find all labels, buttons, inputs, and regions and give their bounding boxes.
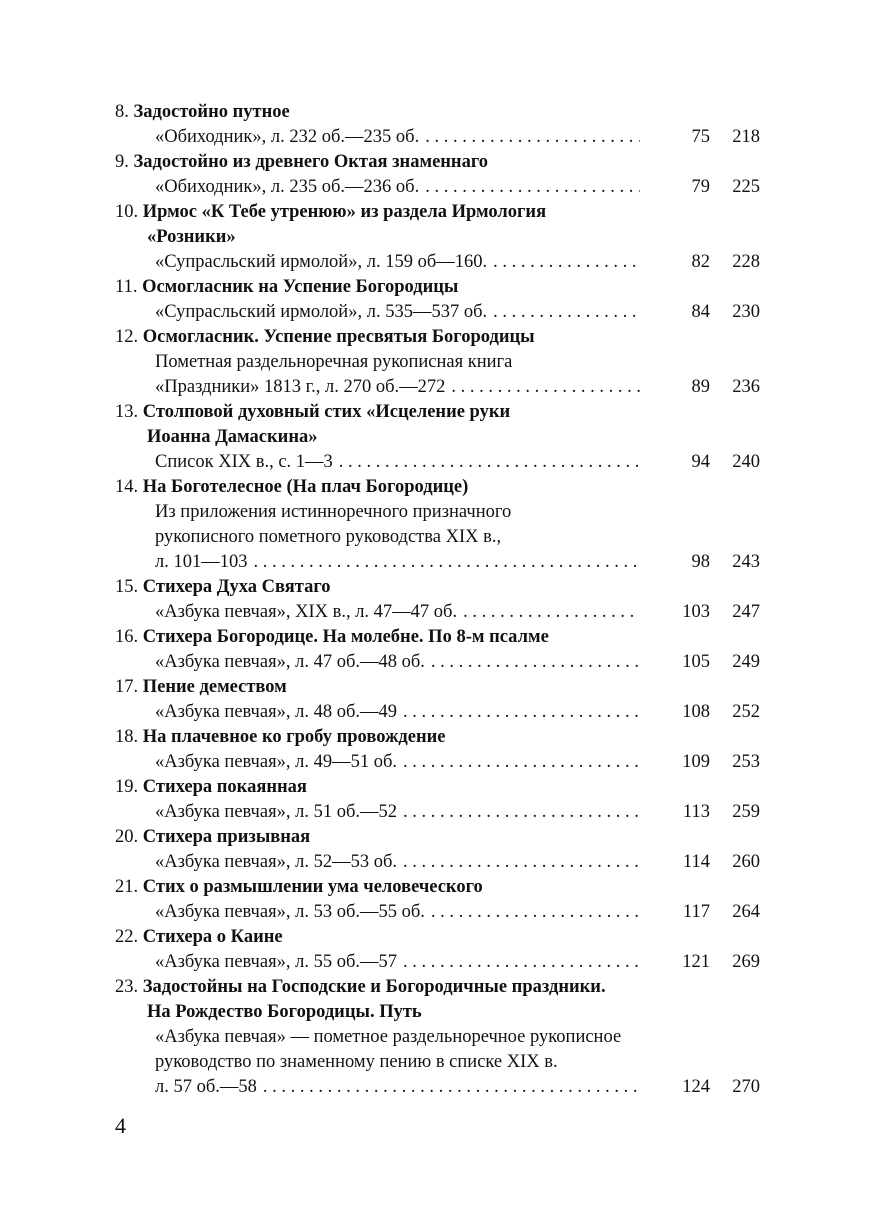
toc-entry-page-notes: 225 xyxy=(732,177,760,197)
toc-entry-title: Столповой духовный стих «Исцеление руки xyxy=(142,402,511,422)
toc-entry xyxy=(115,825,760,875)
toc-entry-title: На плачевное ко гробу провождение xyxy=(142,727,446,747)
toc-entry-source-line xyxy=(115,600,760,625)
toc-entry-page-text: 109 xyxy=(682,752,710,772)
toc-entry-description: рукописного пометного руководства XIX в., xyxy=(155,527,502,547)
toc-entry-source: «Азбука певчая», л. 51 об.—52 xyxy=(155,800,403,825)
toc-entry-title-line xyxy=(115,225,760,250)
dot-leader xyxy=(253,550,640,575)
toc-entry-source: «Азбука певчая», л. 47 об.—48 об. xyxy=(155,650,431,675)
toc-entry-page-text: 98 xyxy=(691,552,710,572)
toc-entry-number: 20. xyxy=(115,827,139,847)
dot-leader xyxy=(431,650,640,675)
dot-leader xyxy=(463,600,640,625)
table-of-contents xyxy=(115,100,760,1100)
toc-entry-page-text: 89 xyxy=(691,377,710,397)
dot-leader xyxy=(403,850,640,875)
toc-entry-number: 16. xyxy=(115,627,139,647)
toc-entry-page-text: 114 xyxy=(682,852,710,872)
toc-entry xyxy=(115,150,760,200)
toc-entry-page-text: 105 xyxy=(682,652,710,672)
toc-entry-source: «Праздники» 1813 г., л. 270 об.—272 xyxy=(155,375,451,400)
toc-entry-page-text: 124 xyxy=(682,1077,710,1097)
toc-entry-number: 21. xyxy=(115,877,139,897)
toc-entry-source-line xyxy=(115,900,760,925)
toc-entry-source: «Обиходник», л. 235 об.—236 об. xyxy=(155,175,425,200)
toc-entry-source: «Азбука певчая», л. 53 об.—55 об. xyxy=(155,900,431,925)
toc-entry-page-text: 121 xyxy=(682,952,710,972)
toc-entry-title-line xyxy=(115,925,760,950)
toc-entry-page-text: 79 xyxy=(691,177,710,197)
toc-entry-source: «Супрасльский ирмолой», л. 159 об—160. xyxy=(155,250,493,275)
toc-entry-title-line xyxy=(115,625,760,650)
toc-entry-number: 15. xyxy=(115,577,139,597)
toc-entry-title-line xyxy=(115,875,760,900)
toc-entry-title-line xyxy=(115,200,760,225)
toc-entry-description: Пометная раздельноречная рукописная книга xyxy=(155,352,513,372)
toc-entry-title: Задостойно из древнего Октая знаменнаго xyxy=(133,152,489,172)
toc-entry-source-line xyxy=(115,250,760,275)
toc-entry-source: л. 101—103 xyxy=(155,550,253,575)
toc-entry-source-line xyxy=(115,375,760,400)
toc-entry xyxy=(115,925,760,975)
toc-entry-source: Список XIX в., с. 1—3 xyxy=(155,450,339,475)
toc-entry xyxy=(115,975,760,1100)
toc-entry-number: 14. xyxy=(115,477,139,497)
toc-entry xyxy=(115,875,760,925)
toc-entry-title: На Боготелесное (На плач Богородице) xyxy=(142,477,469,497)
toc-entry-page-notes: 249 xyxy=(732,652,760,672)
toc-entry-source-line xyxy=(115,800,760,825)
toc-entry-number: 18. xyxy=(115,727,139,747)
dot-leader xyxy=(425,125,640,150)
dot-leader xyxy=(493,300,640,325)
toc-entry-page-notes: 253 xyxy=(732,752,760,772)
toc-entry-source: «Азбука певчая», л. 49—51 об. xyxy=(155,750,403,775)
toc-entry-source: «Азбука певчая», XIX в., л. 47—47 об. xyxy=(155,600,463,625)
toc-entry-description: руководство по знаменному пению в списке XIX в. xyxy=(155,1052,558,1072)
toc-entry-title: Стихера Богородице. На молебне. По 8-м псалме xyxy=(142,627,549,647)
toc-entry-source-line xyxy=(115,650,760,675)
dot-leader xyxy=(425,175,640,200)
toc-entry xyxy=(115,200,760,275)
toc-entry-source-line xyxy=(115,950,760,975)
toc-entry-title-line xyxy=(115,825,760,850)
toc-entry xyxy=(115,775,760,825)
toc-entry-title-line xyxy=(115,675,760,700)
toc-entry-title: Стихера призывная xyxy=(142,827,311,847)
toc-entry-title: Задостойно путное xyxy=(133,102,290,122)
toc-entry-title: Ирмос «К Тебе утренюю» из раздела Ирмология xyxy=(142,202,547,222)
toc-entry-page-notes: 259 xyxy=(732,802,760,822)
toc-entry-title: Стих о размышлении ума человеческого xyxy=(142,877,483,897)
toc-entry-number: 11. xyxy=(115,277,138,297)
dot-leader xyxy=(403,700,640,725)
dot-leader xyxy=(403,750,640,775)
toc-entry-number: 17. xyxy=(115,677,139,697)
toc-entry-title: Пение демеством xyxy=(142,677,287,697)
toc-entry xyxy=(115,325,760,400)
toc-entry-page-notes: 252 xyxy=(732,702,760,722)
toc-entry-title-line xyxy=(115,425,760,450)
toc-entry-source-line xyxy=(115,850,760,875)
dot-leader xyxy=(403,950,640,975)
toc-entry-page-text: 117 xyxy=(682,902,710,922)
dot-leader xyxy=(493,250,640,275)
toc-entry-source-line xyxy=(115,700,760,725)
toc-entry-source: «Обиходник», л. 232 об.—235 об. xyxy=(155,125,425,150)
toc-entry-title: Стихера о Каине xyxy=(142,927,283,947)
toc-entry-description: «Азбука певчая» — пометное раздельноречное рукописное xyxy=(155,1027,622,1047)
toc-entry-page-text: 94 xyxy=(691,452,710,472)
toc-entry-title-line xyxy=(115,475,760,500)
toc-entry-page-notes: 240 xyxy=(732,452,760,472)
toc-entry xyxy=(115,675,760,725)
toc-entry-title-line xyxy=(115,150,760,175)
toc-entry-number: 22. xyxy=(115,927,139,947)
toc-entry-source-line xyxy=(115,125,760,150)
toc-entry-page-text: 75 xyxy=(691,127,710,147)
toc-entry-page-notes: 264 xyxy=(732,902,760,922)
toc-entry-source-line xyxy=(115,550,760,575)
toc-entry-number: 9. xyxy=(115,152,129,172)
toc-entry-description: Из приложения истинноречного призначного xyxy=(155,502,512,522)
toc-entry-page-notes: 230 xyxy=(732,302,760,322)
toc-entry xyxy=(115,625,760,675)
toc-entry-source-line xyxy=(115,1075,760,1100)
toc-entry-page-notes: 260 xyxy=(732,852,760,872)
dot-leader xyxy=(431,900,640,925)
toc-entry xyxy=(115,400,760,475)
toc-entry-page-notes: 243 xyxy=(732,552,760,572)
toc-entry-number: 23. xyxy=(115,977,139,997)
dot-leader xyxy=(339,450,640,475)
page-number: 4 xyxy=(115,1113,126,1138)
toc-entry-title: На Рождество Богородицы. Путь xyxy=(147,1002,422,1022)
dot-leader xyxy=(451,375,640,400)
toc-entry-title: Осмогласник. Успение пресвятыя Богородицы xyxy=(142,327,535,347)
toc-entry-page-text: 103 xyxy=(682,602,710,622)
toc-entry-title-line xyxy=(115,775,760,800)
toc-entry-title-line xyxy=(115,400,760,425)
toc-entry-number: 10. xyxy=(115,202,139,222)
toc-entry-page-text: 113 xyxy=(682,802,710,822)
toc-entry-page-notes: 270 xyxy=(732,1077,760,1097)
toc-entry-page-text: 108 xyxy=(682,702,710,722)
toc-entry-title: Осмогласник на Успение Богородицы xyxy=(142,277,459,297)
toc-entry-page-notes: 247 xyxy=(732,602,760,622)
toc-entry-page-text: 82 xyxy=(691,252,710,272)
toc-entry-source: л. 57 об.—58 xyxy=(155,1075,263,1100)
toc-entry-page-notes: 228 xyxy=(732,252,760,272)
toc-entry-title: Стихера покаянная xyxy=(142,777,307,797)
toc-entry-title: Иоанна Дамаскина» xyxy=(147,427,318,447)
toc-entry-title-line xyxy=(115,100,760,125)
dot-leader xyxy=(403,800,640,825)
toc-entry-number: 12. xyxy=(115,327,139,347)
toc-entry xyxy=(115,575,760,625)
toc-entry-source: «Азбука певчая», л. 48 об.—49 xyxy=(155,700,403,725)
toc-entry-title-line xyxy=(115,575,760,600)
toc-entry-title-line xyxy=(115,725,760,750)
toc-entry-title-line xyxy=(115,325,760,350)
dot-leader xyxy=(263,1075,640,1100)
toc-entry-source: «Азбука певчая», л. 55 об.—57 xyxy=(155,950,403,975)
toc-entry-source-line xyxy=(115,175,760,200)
toc-entry-page-notes: 218 xyxy=(732,127,760,147)
toc-entry-title-line xyxy=(115,975,760,1000)
toc-entry xyxy=(115,275,760,325)
toc-entry-page-notes: 269 xyxy=(732,952,760,972)
toc-entry-page-text: 84 xyxy=(691,302,710,322)
toc-entry-source-line xyxy=(115,300,760,325)
toc-entry-source: «Супрасльский ирмолой», л. 535—537 об. xyxy=(155,300,493,325)
toc-entry xyxy=(115,725,760,775)
toc-entry-source-line xyxy=(115,750,760,775)
toc-entry-title: Задостойны на Господские и Богородичные праздники. xyxy=(142,977,606,997)
toc-entry-title-line xyxy=(115,1000,760,1025)
toc-entry xyxy=(115,475,760,575)
toc-entry-title: «Розники» xyxy=(147,227,236,247)
toc-entry-source: «Азбука певчая», л. 52—53 об. xyxy=(155,850,403,875)
toc-entry-number: 19. xyxy=(115,777,139,797)
toc-entry xyxy=(115,100,760,150)
toc-entry-number: 8. xyxy=(115,102,129,122)
toc-entry-page-notes: 236 xyxy=(732,377,760,397)
toc-entry-title: Стихера Духа Святаго xyxy=(142,577,331,597)
toc-entry-title-line xyxy=(115,275,760,300)
toc-entry-source-line xyxy=(115,450,760,475)
toc-entry-number: 13. xyxy=(115,402,139,422)
